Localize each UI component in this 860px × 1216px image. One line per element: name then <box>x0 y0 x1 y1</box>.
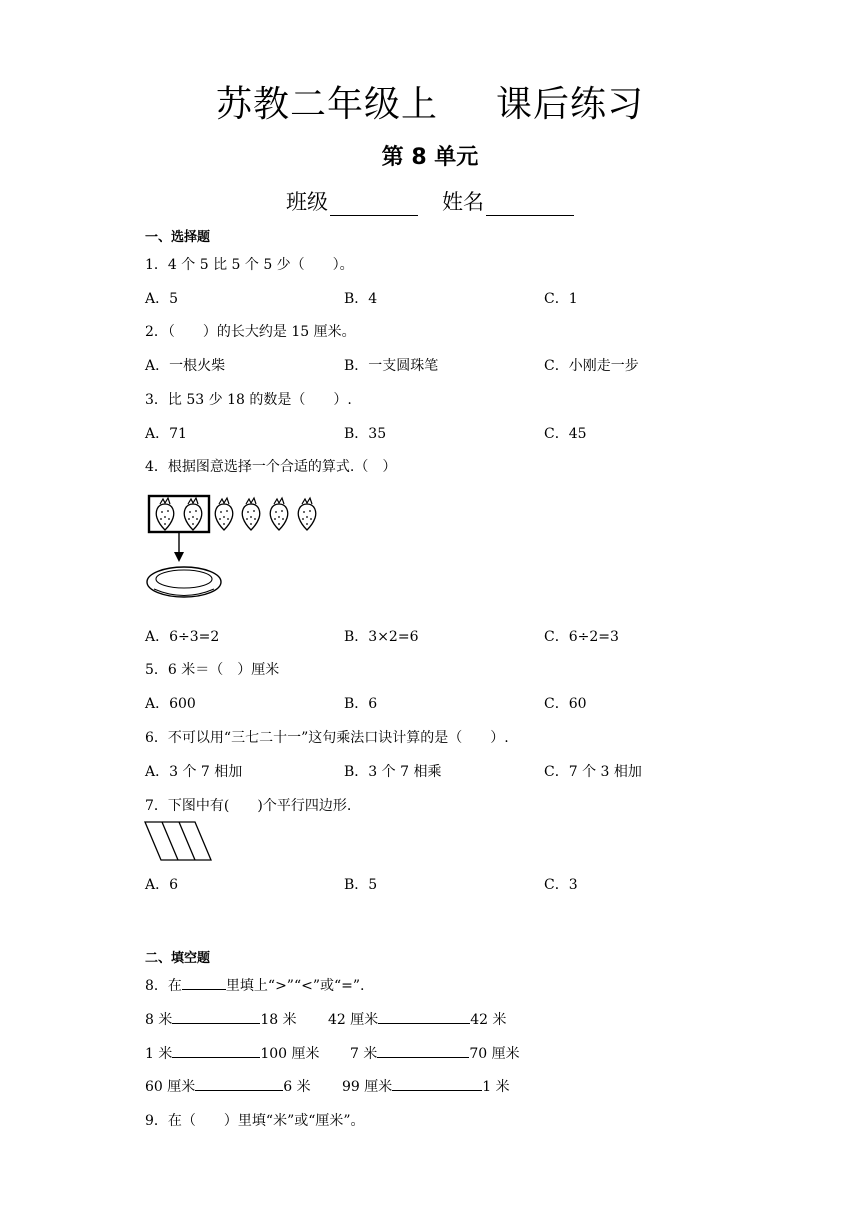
q2-option-a[interactable]: A．一根火柴 <box>145 358 226 374</box>
q4-option-c[interactable]: C．6÷2=3 <box>544 629 619 645</box>
compare-right: 1 米 <box>482 1079 510 1095</box>
q8-stem-pre: 8．在 <box>145 978 182 994</box>
compare-blank[interactable] <box>172 1009 260 1024</box>
compare-left: 7 米 <box>350 1046 378 1062</box>
q7-option-a[interactable]: A．6 <box>145 877 179 893</box>
strawberry-icon <box>270 498 287 530</box>
compare-right: 70 厘米 <box>469 1046 520 1062</box>
compare-blank[interactable] <box>172 1043 260 1058</box>
question-5: 5．6 米＝（ ）厘米 <box>145 662 280 678</box>
q5-option-a[interactable]: A．600 <box>145 696 196 712</box>
q8-row-2-item-1 <box>145 1043 320 1063</box>
title-left: 苏教二年级上 <box>215 84 438 125</box>
compare-blank[interactable] <box>392 1076 482 1091</box>
q8-row-2-item-2 <box>350 1043 520 1063</box>
q2-option-b[interactable]: B．一支圆珠笔 <box>344 358 439 374</box>
question-3: 3．比 53 少 18 的数是（ ）. <box>145 392 352 408</box>
worksheet-title <box>0 76 860 127</box>
strawberry-icon <box>298 498 315 530</box>
question-4: 4．根据图意选择一个合适的算式.（ ） <box>145 459 397 475</box>
compare-blank[interactable] <box>195 1076 283 1091</box>
section-heading-fill: 二、填空题 <box>145 951 211 966</box>
q8-row-3-item-1 <box>145 1076 311 1096</box>
compare-right: 18 米 <box>260 1012 297 1028</box>
compare-right: 42 米 <box>470 1012 507 1028</box>
question-2: 2．（ ）的长大约是 15 厘米。 <box>145 324 356 340</box>
q8-stem-post: 里填上“>”“<”或“=”. <box>225 978 365 994</box>
class-name-line <box>0 186 860 216</box>
strawberry-icon <box>184 498 201 530</box>
question-8 <box>145 975 365 995</box>
compare-left: 8 米 <box>145 1012 173 1028</box>
compare-left: 42 厘米 <box>328 1012 379 1028</box>
q3-option-a[interactable]: A．71 <box>145 426 187 442</box>
compare-right: 6 米 <box>283 1079 311 1095</box>
compare-left: 60 厘米 <box>145 1079 196 1095</box>
q4-option-b[interactable]: B．3×2=6 <box>344 629 419 645</box>
q1-option-a[interactable]: A．5 <box>145 291 179 307</box>
question-9: 9．在（ ）里填“米”或“厘米”。 <box>145 1113 365 1129</box>
question-6: 6．不可以用“三七二十一”这句乘法口诀计算的是（ ）. <box>145 730 509 746</box>
q7-option-c[interactable]: C．3 <box>544 877 578 893</box>
strawberry-plate-figure <box>140 490 340 605</box>
strawberry-icon <box>242 498 259 530</box>
question-7: 7．下图中有( )个平行四边形. <box>145 798 352 814</box>
title-right: 课后练习 <box>496 84 645 125</box>
compare-blank[interactable] <box>377 1043 469 1058</box>
name-label: 姓名 <box>442 190 484 214</box>
compare-right: 100 厘米 <box>260 1046 320 1062</box>
strawberry-icon <box>215 498 232 530</box>
class-label: 班级 <box>286 190 328 214</box>
name-blank[interactable] <box>486 193 574 216</box>
compare-left: 1 米 <box>145 1046 173 1062</box>
parallelogram-figure <box>143 820 215 864</box>
strawberry-icon <box>156 498 173 530</box>
q8-example-blank <box>182 975 226 990</box>
q5-option-b[interactable]: B．6 <box>344 696 378 712</box>
q2-option-c[interactable]: C．小刚走一步 <box>544 358 639 374</box>
q6-option-b[interactable]: B．3 个 7 相乘 <box>344 764 442 780</box>
q6-option-c[interactable]: C．7 个 3 相加 <box>544 764 642 780</box>
compare-left: 99 厘米 <box>342 1079 393 1095</box>
q8-row-3-item-2 <box>342 1076 510 1096</box>
q6-option-a[interactable]: A．3 个 7 相加 <box>145 764 243 780</box>
q1-option-c[interactable]: C．1 <box>544 291 578 307</box>
q7-option-b[interactable]: B．5 <box>344 877 378 893</box>
q4-option-a[interactable]: A．6÷3=2 <box>145 629 220 645</box>
question-1: 1．4 个 5 比 5 个 5 少（ ）。 <box>145 257 354 273</box>
q8-row-1-item-2 <box>328 1009 507 1029</box>
unit-label: 第 8 单元 <box>381 145 479 170</box>
q1-option-b[interactable]: B．4 <box>344 291 378 307</box>
q8-row-1-item-1 <box>145 1009 297 1029</box>
q3-option-c[interactable]: C．45 <box>544 426 587 442</box>
q5-option-c[interactable]: C．60 <box>544 696 587 712</box>
compare-blank[interactable] <box>378 1009 470 1024</box>
section-heading-choice: 一、选择题 <box>145 230 211 245</box>
class-blank[interactable] <box>330 193 418 216</box>
q3-option-b[interactable]: B．35 <box>344 426 387 442</box>
